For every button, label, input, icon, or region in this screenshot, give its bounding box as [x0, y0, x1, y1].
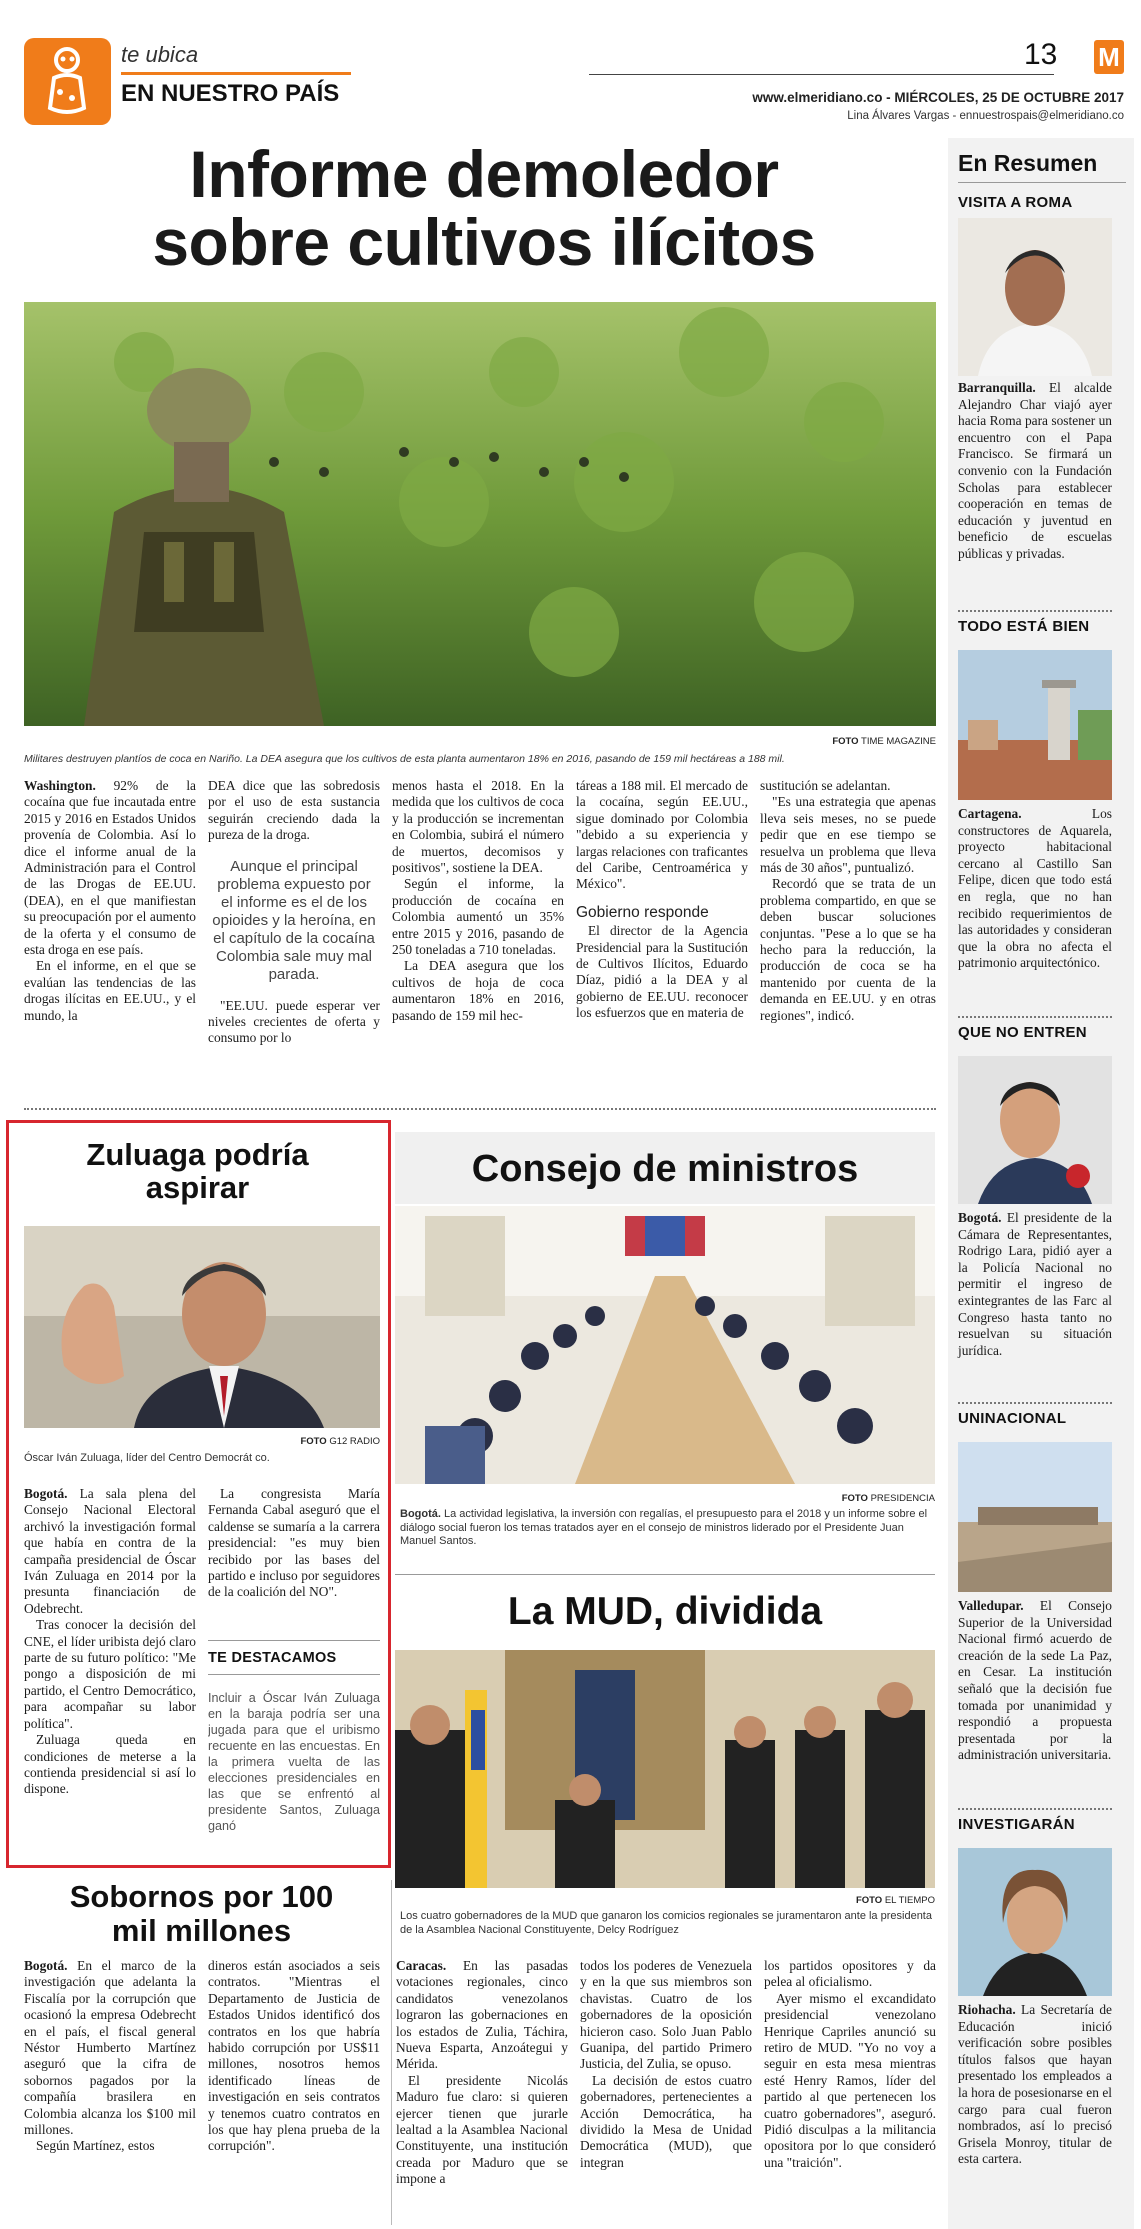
main-col-1: [24, 778, 196, 1024]
zuluaga-highlight-rule-2: [208, 1674, 380, 1675]
main-col4-p1: táreas a 188 mil. El mercado de la cocaína, según EE.UU., sigue dominado por Colombia "debido a su experiencia y largas relaciones con traficantes del Caribe, Centroamérica y México".: [576, 778, 748, 892]
main-col2-p1: DEA dice que las sobredosis por el uso de esta sustancia seguirán creciendo dada la pureza de la droga.: [208, 778, 380, 843]
header-rule: [589, 74, 1054, 75]
sidebar-heading-4: UNINACIONAL: [958, 1410, 1067, 1427]
zuluaga-title: [20, 1138, 375, 1204]
mud-col3-p1: los partidos opositores y da pelea al oficialismo.: [764, 1958, 936, 1990]
main-col-5: [760, 778, 936, 1024]
mud-col-1: [396, 1958, 568, 2188]
sidebar-divider-3: [958, 1402, 1112, 1404]
main-col3-p2: Según el informe, la producción de cocaína en Colombia aumentó un 35% entre 2015 y 2016, pasando de 250 toneladas a 710 toneladas.: [392, 876, 564, 958]
header: [24, 38, 1124, 130]
main-col3-p3: La DEA asegura que los cultivos de hoja de coca aumentaron 18% en 2016, pasando de 159 mil hec-: [392, 958, 564, 1023]
sobornos-col2-p1: dineros están asociados a seis contratos. "Mientras el Departamento de Justicia de Estados Unidos identificó dos contratos en los que habría habido corrupción por US$11 millones, nosotros hemos identificado líneas de investigación en seis contratos y tenemos cuatro contratos en los que hay plena prueba de la corrupción".: [208, 1958, 380, 2154]
mud-photo-credit: [700, 1895, 935, 1906]
main-col1-p2: En el informe, en el que se evalúan las tendencias de las drogas ilícitas en EE.UU., y el mundo, la: [24, 958, 196, 1023]
zuluaga-credit-label: FOTO: [300, 1436, 327, 1447]
consejo-credit-label: FOTO: [841, 1493, 868, 1504]
section-underline: [121, 72, 351, 75]
sidebar-lead-3: Bogotá.: [958, 1210, 1002, 1225]
mud-col3-p2: Ayer mismo el excandidato presidencial venezolano Henrique Capriles anunció su retiro de MUD. "Yo no voy a seguir en esta mesa mientras esté Henry Ramos, líder del partido al que pertenecen los cuatro gobernadores", aseguró. Pidió disculpas a la militancia opositora por lo que consideró una "traición".: [764, 1990, 936, 2170]
main-col4-subhead: Gobierno responde: [576, 903, 709, 921]
sidebar-heading-2: TODO ESTÁ BIEN: [958, 618, 1090, 635]
zuluaga-photo: [24, 1226, 380, 1428]
main-col5-p2: "Es una estrategia que apenas lleva seis meses, no se puede pedir que en ese tiempo se resuelva un problema que lleva más de 30 años", puntualizó.: [760, 794, 936, 876]
main-col1-p1: 92% de la cocaína que fue incautada entre 2015 y 2016 en Estados Unidos provenía de Colombia. Así lo dice el informe anual de la Administración para el Control de las Drogas de EE.UU. (DEA), en el que manifiestan su preocupación por el aumento de la oferta y el consumo de esta droga en ese país.: [24, 778, 196, 958]
sidebar-body-1: El alcalde Alejandro Char viajó ayer hacia Roma para sostener un encuentro con el Papa Francisco. Se firmará un convenio con la Fundación Scholas para establecer cooperación en temas de educación y juventud en beneficio de escuelas públicas y privadas.: [958, 380, 1112, 561]
sobornos-col1-p1: En el marco de la investigación que adelanta la Fiscalía por la corrupción que ocasionó la empresa Odebrecht en el país, el fiscal general Néstor Humberto Martínez aseguró que la cifra de sobornos pagados por la compañía brasilera en Colombia alcanza los $100 mil millones.: [24, 1958, 196, 2138]
mud-col2-p1: todos los poderes de Venezuela y en la que sus miembros son chavistas. Cuatro de los gobernadores de la oposición hicieron caso. Solo Juan Pablo Guanipa, del partido Primero Justicia, del Zulia, se opuso.: [580, 1958, 752, 2072]
main-photo-caption: Militares destruyen plantíos de coca en Nariño. La DEA asegura que los cultivos de esta planta aumentaron 18% en 2016, pasando de 159 mil hectáreas a 188 mil.: [24, 753, 785, 765]
brand-letter: M: [1098, 42, 1120, 72]
sidebar-lead-1: Barranquilla.: [958, 380, 1036, 395]
main-col3-p1: menos hasta el 2018. En la medida que los cultivos de coca y la producción se incrementan en Colombia, subirá el número de muertos, decomisos y positivos", sostiene la DEA.: [392, 778, 564, 876]
zuluaga-highlight-text: Incluir a Óscar Iván Zuluaga en la baraja podría ser una jugada para que el uribismo recuente en las encuestas. En la primera vuelta de las elecciones presidenciales en las que se enfrentó al presidente Santos, Zuluaga ganó: [208, 1691, 380, 1833]
main-col-2: [208, 778, 380, 1047]
site-date: www.elmeridiano.co - MIÉRCOLES, 25 DE OCTUBRE 2017: [752, 90, 1124, 105]
section-logo-icon: [24, 38, 111, 125]
consejo-title: Consejo de ministros: [471, 1148, 859, 1190]
sidebar-photo-5: [958, 1848, 1112, 1996]
sidebar-text-2: [958, 806, 1112, 972]
pull-quote: Aunque el principal problema expuesto por el informe es el de los opioides y la heroína, en el capítulo de la cocaína Colombia sale muy mal parada.: [212, 857, 376, 983]
brand-logo: [1094, 40, 1124, 74]
sobornos-title-line1: Sobornos por 100: [69, 1879, 334, 1914]
zuluaga-caption: Óscar Iván Zuluaga, líder del Centro Democrát co.: [24, 1452, 270, 1464]
sidebar-text-1: [958, 380, 1112, 563]
sidebar-title-rule: [958, 182, 1126, 183]
main-photo-credit-label: FOTO: [832, 736, 859, 747]
main-photo-credit-source: TIME MAGAZINE: [861, 736, 936, 747]
mud-title: La MUD, dividida: [507, 1590, 823, 1633]
consejo-credit-source: PRESIDENCIA: [870, 1493, 935, 1504]
zuluaga-highlight-title: TE DESTACAMOS: [208, 1650, 337, 1666]
main-col-3: [392, 778, 564, 1024]
zuluaga-p3: Zuluaga queda en condiciones de meterse a la contienda presidencial si así lo dispone.: [24, 1732, 196, 1797]
zuluaga-col-1: [24, 1486, 196, 1798]
zuluaga-col-2: [208, 1486, 380, 1601]
sidebar-body-4: El Consejo Superior de la Universidad Nacional firmó acuerdo de creación de la sede La Paz, en Cesar. La institución señaló que la decisión fue tomada por unanimidad y respondió a propuesta presentada por la administración universitaria.: [958, 1598, 1112, 1763]
main-col2-p2: "EE.UU. puede esperar ver niveles crecientes de oferta y consumo por lo: [208, 997, 380, 1046]
zuluaga-highlight-rule: [208, 1640, 380, 1641]
main-lead: Washington.: [24, 778, 96, 793]
mud-credit-source: EL TIEMPO: [884, 1895, 935, 1906]
sidebar-text-3: [958, 1210, 1112, 1359]
mud-col-3: [764, 1958, 936, 2171]
sidebar-lead-5: Riohacha.: [958, 2002, 1016, 2017]
sidebar-photo-1: [958, 218, 1112, 376]
mud-col1-p1: En las pasadas votaciones regionales, cinco candidatos venezolanos lograron las gobernaciones en los estados de Zulia, Táchira, Nueva Esparta, Anzoátegui y Mérida.: [396, 1958, 568, 2072]
zuluaga-p2: Tras conocer la decisión del CNE, el líder uribista dejó claro parte de su futuro político: "Me pongo a disposición de mi partido, el Centro Democrático, para acompañar su labor política".: [24, 1617, 196, 1731]
consejo-photo-credit: [700, 1493, 935, 1504]
main-photo-credit: [700, 736, 936, 747]
mud-lead: Caracas.: [396, 1958, 447, 1973]
main-col5-p1: sustitución se adelantan.: [760, 778, 891, 793]
sidebar-body-3: El presidente de la Cámara de Representantes, Rodrigo Lara, pidió ayer a la Policía Nacional no permitir el ingreso de exintegrantes de las Farc al Congreso hasta tanto no resuelvan su situación jurídica.: [958, 1210, 1112, 1358]
sidebar-lead-2: Cartagena.: [958, 806, 1022, 821]
sobornos-title: [14, 1880, 389, 1948]
mud-col-2: [580, 1958, 752, 2171]
section-small-label: te ubica: [121, 42, 199, 67]
consejo-caption-lead: Bogotá.: [400, 1508, 441, 1520]
page-number: 13: [1024, 38, 1058, 71]
zuluaga-title-line2: aspirar: [145, 1170, 250, 1205]
consejo-divider: [395, 1574, 935, 1575]
zuluaga-photo-credit: [200, 1436, 380, 1447]
sidebar-title: En Resumen: [958, 150, 1098, 176]
zuluaga-p1: La sala plena del Consejo Nacional Electoral archivó la investigación formal que había en contra de la campaña presidencial de Óscar Iván Zuluaga en 2014 por la presunta financiación de Odebrecht.: [24, 1486, 196, 1616]
sidebar-photo-3: [958, 1056, 1112, 1204]
main-headline: [24, 137, 944, 279]
sidebar-heading-5: INVESTIGARÁN: [958, 1816, 1075, 1833]
sidebar-photo-2: [958, 650, 1112, 800]
sidebar-divider-2: [958, 1016, 1112, 1018]
zuluaga-credit-source: G12 RADIO: [329, 1436, 380, 1447]
editor-line: Lina Álvares Vargas - ennuestrospais@elmeridiano.co: [847, 110, 1124, 122]
main-col-4: [576, 778, 748, 1022]
sobornos-col-1: [24, 1958, 196, 2155]
consejo-photo: [395, 1206, 935, 1484]
main-headline-line2: sobre cultivos ilícitos: [152, 205, 816, 279]
sobornos-lead: Bogotá.: [24, 1958, 68, 1973]
zuluaga-lead: Bogotá.: [24, 1486, 68, 1501]
sidebar-body-5: La Secretaría de Educación inició verificación sobre posibles títulos falsos que hayan presentado los empleados a la hora de posesionarse en el cargo para cual fueron nombrados, así lo precisó Grisela Monroy, titular de esta cartera.: [958, 2002, 1112, 2167]
sidebar-photo-4: [958, 1442, 1112, 1592]
consejo-caption: [400, 1508, 935, 1549]
main-photo: [24, 302, 936, 726]
zuluaga-p4: La congresista María Fernanda Cabal aseguró que el caldense se sumaría a la carrera presidencial: "es muy bien recibido por las bases del partido e incluso por seguidores de la coalición del NO".: [208, 1486, 380, 1600]
sidebar-divider-4: [958, 1808, 1112, 1810]
mud-credit-label: FOTO: [855, 1895, 883, 1906]
sidebar-lead-4: Valledupar.: [958, 1598, 1024, 1613]
main-article-divider: [24, 1108, 936, 1110]
column-divider: [391, 1880, 392, 2225]
sobornos-title-line2: mil millones: [111, 1913, 292, 1948]
sidebar-heading-3: QUE NO ENTREN: [958, 1024, 1087, 1041]
main-headline-line1: Informe demoledor: [189, 137, 779, 211]
sidebar-heading-1: VISITA A ROMA: [958, 194, 1073, 211]
main-col4-p2: El director de la Agencia Presidencial para la Sustitución de Cultivos Ilícitos, Eduardo Díaz, pidió a la DEA y al gobierno de EE.UU. reconocer los esfuerzos que en materia de: [576, 923, 748, 1021]
mud-caption: Los cuatro gobernadores de la MUD que ganaron los comicios regionales se juramentaron ante la presidenta de la Asamblea Nacional Constituyente, Delcy Rodríguez: [400, 1910, 932, 1936]
zuluaga-title-line1: Zuluaga podría: [86, 1137, 309, 1172]
sobornos-col1-p2: Según Martínez, estos: [36, 2138, 155, 2154]
mud-col1-p2: El presidente Nicolás Maduro fue claro: si quieren ejercer tienen que jurarle lealtad a la Asamblea Nacional Constituyente, una institución creada por Maduro que se impone a: [396, 2072, 568, 2187]
mud-photo: [395, 1650, 935, 1888]
main-col5-p3: Recordó que se trata de un problema compartido, en que se deben buscar soluciones conjuntas. "Pese a lo que se ha hecho para la reducción, la producción de coca se ha mantenido por cuenta de la demanda en EE.UU. y en otras regiones", indicó.: [760, 876, 936, 1023]
sidebar-divider-1: [958, 610, 1112, 612]
sidebar-body-2: Los constructores de Aquarela, proyecto habitacional cercano al Castillo San Felipe, dicen que todo está en regla, que no han recibido requerimientos de las autoridades y consideran que la obra no afecta el patrimonio arquitectónico.: [958, 806, 1112, 971]
sidebar-text-5: [958, 2002, 1112, 2168]
sobornos-col-2: [208, 1958, 380, 2155]
sidebar-text-4: [958, 1598, 1112, 1764]
section-big-label: EN NUESTRO PAÍS: [121, 80, 340, 107]
consejo-caption-text: La actividad legislativa, la inversión con regalías, el presupuesto para el 2018 y un informe sobre el diálogo social fueron los temas tratados ayer en el consejo de ministros liderado por el Presidente Juan Manuel Santos.: [400, 1508, 928, 1547]
mud-col2-p2: La decisión de estos cuatro gobernadores, pertenecientes a Acción Democrática, ha dividido la Mesa de Unidad Democrática (MUD), que integran: [580, 2072, 752, 2170]
